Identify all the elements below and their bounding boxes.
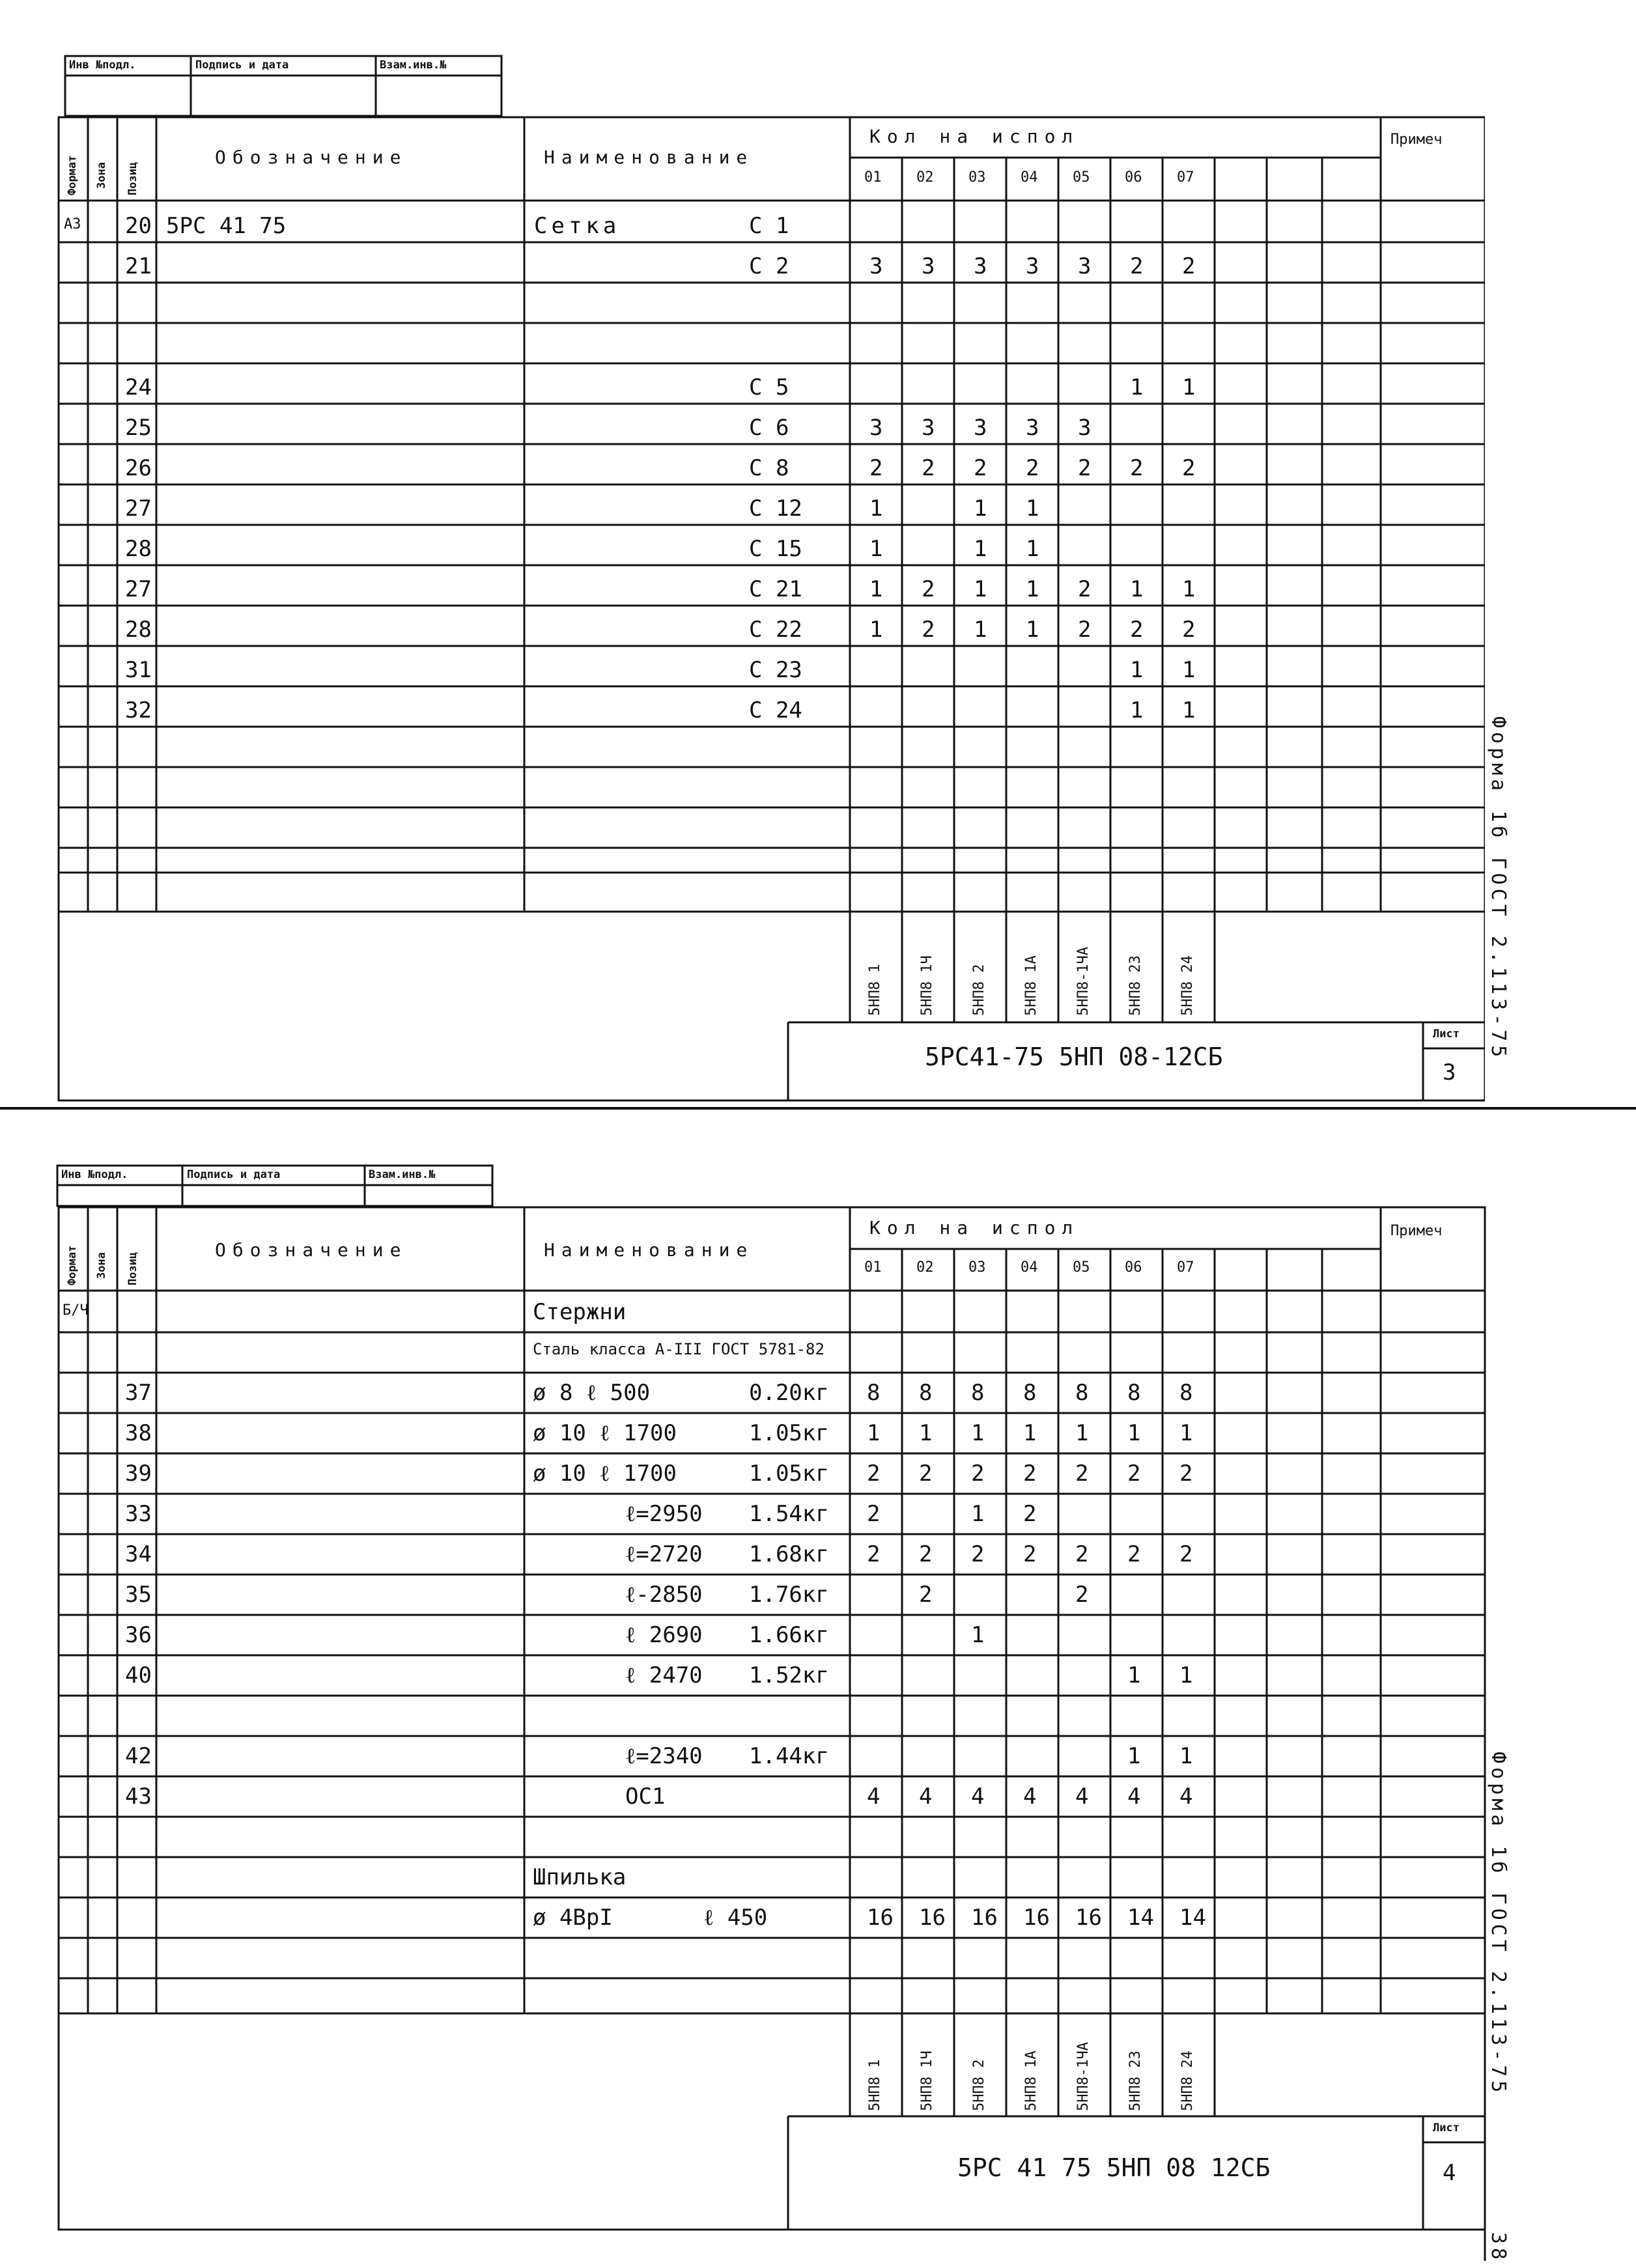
doc-id: 5РС 41 75 5НП 08 12СБ — [957, 2153, 1271, 2182]
execution-header: 02 — [916, 169, 934, 186]
execution-header: 07 — [1177, 169, 1194, 186]
row-qty: 2 — [1130, 253, 1144, 279]
stamp-signature-label: Подпись и дата — [187, 1168, 281, 1181]
execution-header: 05 — [1073, 169, 1090, 186]
row-position: 36 — [125, 1622, 152, 1648]
row-qty: 1 — [1182, 374, 1196, 400]
row-qty: 2 — [1075, 1541, 1089, 1567]
col-zone-header: Зона — [95, 162, 108, 189]
row-qty: 1 — [919, 1420, 933, 1446]
row-position: 21 — [125, 253, 152, 279]
row-qty: 2 — [1127, 1541, 1141, 1567]
row-qty: 1 — [974, 576, 987, 602]
stamp-inv-label: Инв №подл. — [69, 59, 136, 72]
row-qty: 3 — [1078, 415, 1092, 441]
execution-label: 5НП8 23 — [1127, 2051, 1144, 2111]
row-qty: 3 — [869, 253, 883, 279]
row-qty: 8 — [1023, 1380, 1037, 1406]
row-position: 35 — [125, 1582, 152, 1608]
form-label: Форма 1б ГОСТ 2.113-75 — [1487, 1752, 1510, 2097]
row-qty: 2 — [1078, 576, 1092, 602]
execution-label: 5НП8-1ЧА — [1075, 947, 1092, 1016]
row-spec: ℓ-2850 — [625, 1582, 703, 1608]
row-qty: 2 — [867, 1461, 881, 1487]
row-name: ø 10 ℓ 1700 — [533, 1420, 677, 1446]
row-position: 39 — [125, 1461, 152, 1487]
row-spec: ℓ 450 — [703, 1905, 768, 1931]
stamp-signature-label: Подпись и дата — [195, 59, 289, 72]
row-qty: 2 — [922, 455, 935, 481]
execution-header: 05 — [1073, 1259, 1090, 1276]
row-qty: 2 — [1023, 1541, 1037, 1567]
col-zone-header: Зона — [95, 1252, 108, 1279]
row-qty: 8 — [1179, 1380, 1193, 1406]
row-qty: 8 — [919, 1380, 933, 1406]
row-qty: 2 — [1127, 1461, 1141, 1487]
row-qty: 1 — [1179, 1743, 1193, 1769]
row-designation: 5РС 41 75 — [166, 213, 287, 239]
page-number: 38 — [1487, 2232, 1510, 2264]
row-qty: 1 — [1023, 1420, 1037, 1446]
row-qty: 1 — [1130, 374, 1144, 400]
row-position: 28 — [125, 617, 152, 643]
row-mass: 1.05кг — [749, 1420, 829, 1446]
row-sub: С 23 — [749, 657, 802, 683]
row-mass: 1.68кг — [749, 1541, 829, 1567]
row-qty: 2 — [1182, 455, 1196, 481]
row-position: 37 — [125, 1380, 152, 1406]
row-mass: 0.20кг — [749, 1380, 829, 1406]
header-designation: Обозначение — [215, 1239, 408, 1261]
col-pos-header: Позиц — [126, 161, 139, 195]
row-qty: 1 — [869, 536, 883, 562]
row-qty: 1 — [1130, 697, 1144, 723]
row-qty: 3 — [974, 253, 987, 279]
sheet-word: Лист — [1433, 1028, 1460, 1041]
execution-label: 5НП8 1 — [867, 2059, 883, 2111]
row-sub: С 1 — [749, 213, 789, 239]
row-position: 40 — [125, 1662, 152, 1688]
row-qty: 16 — [971, 1905, 998, 1931]
row-qty: 2 — [1182, 253, 1196, 279]
stamp-replace-label: Взам.инв.№ — [380, 59, 447, 72]
row-position: 24 — [125, 374, 152, 400]
row-qty: 16 — [867, 1905, 894, 1931]
row-qty: 4 — [1075, 1784, 1089, 1810]
row-qty: 2 — [919, 1461, 933, 1487]
spec-sheet-3 — [0, 0, 1636, 1107]
row-qty: 2 — [974, 455, 987, 481]
row-qty: 8 — [971, 1380, 985, 1406]
row-qty: 1 — [1026, 536, 1039, 562]
row-qty: 1 — [1026, 496, 1039, 522]
sheet2-grid — [0, 1146, 1517, 2266]
row-qty: 2 — [1023, 1461, 1037, 1487]
row-position: 25 — [125, 415, 152, 441]
row-position: 34 — [125, 1541, 152, 1567]
sheet-number: 4 — [1443, 2160, 1456, 2186]
row-spec: ℓ 2690 — [625, 1622, 703, 1648]
execution-header: 07 — [1177, 1259, 1194, 1276]
row-qty: 1 — [869, 496, 883, 522]
row-qty: 3 — [1026, 253, 1039, 279]
execution-header: 01 — [864, 1259, 882, 1276]
row-qty: 2 — [867, 1501, 881, 1527]
row-position: 42 — [125, 1743, 152, 1769]
execution-label: 5НП8 2 — [971, 2059, 987, 2111]
execution-label: 5НП8 1А — [1023, 2051, 1039, 2111]
row-qty: 4 — [919, 1784, 933, 1810]
row-sub: С 24 — [749, 697, 802, 723]
row-position: 27 — [125, 496, 152, 522]
row-qty: 2 — [919, 1582, 933, 1608]
row-qty: 3 — [869, 415, 883, 441]
row-sub: С 2 — [749, 253, 789, 279]
row-name: Стержни — [533, 1299, 627, 1325]
row-position: 32 — [125, 697, 152, 723]
row-qty: 1 — [1127, 1420, 1141, 1446]
row-spec: ℓ=2950 — [625, 1501, 703, 1527]
row-qty: 14 — [1179, 1905, 1206, 1931]
col-format-header: Формат — [66, 155, 79, 195]
row-qty: 1 — [974, 496, 987, 522]
row-position: 33 — [125, 1501, 152, 1527]
row-qty: 16 — [919, 1905, 946, 1931]
row-qty: 2 — [971, 1461, 985, 1487]
stamp-inv-label: Инв №подл. — [61, 1168, 128, 1181]
execution-header: 06 — [1125, 1259, 1142, 1276]
execution-label: 5НП8 2 — [971, 964, 987, 1016]
execution-label: 5НП8 24 — [1179, 2051, 1196, 2111]
row-qty: 3 — [1078, 253, 1092, 279]
row-qty: 1 — [1130, 576, 1144, 602]
row-name: Сетка — [534, 213, 621, 239]
row-name: Сталь класса А-III ГОСТ 5781-82 — [533, 1340, 825, 1358]
row-sub: С 12 — [749, 496, 802, 522]
row-format: А3 — [64, 216, 81, 232]
doc-id: 5РС41-75 5НП 08-12СБ — [925, 1043, 1223, 1071]
row-mass: 1.05кг — [749, 1461, 829, 1487]
row-sub: С 15 — [749, 536, 802, 562]
sheet-number: 3 — [1443, 1059, 1456, 1085]
row-qty: 2 — [971, 1541, 985, 1567]
row-qty: 1 — [1127, 1662, 1141, 1688]
row-qty: 1 — [1182, 657, 1196, 683]
row-qty: 1 — [971, 1420, 985, 1446]
row-qty: 14 — [1127, 1905, 1154, 1931]
row-name: ø 10 ℓ 1700 — [533, 1461, 677, 1487]
row-qty: 16 — [1023, 1905, 1050, 1931]
row-qty: 1 — [1130, 657, 1144, 683]
row-qty: 4 — [971, 1784, 985, 1810]
row-name: ø 4ВрI — [533, 1905, 613, 1931]
row-qty: 2 — [1182, 617, 1196, 643]
row-position: 28 — [125, 536, 152, 562]
row-sub: С 6 — [749, 415, 789, 441]
row-qty: 2 — [1130, 455, 1144, 481]
row-qty: 8 — [867, 1380, 881, 1406]
row-qty: 2 — [1130, 617, 1144, 643]
row-qty: 1 — [869, 576, 883, 602]
row-qty: 4 — [1023, 1784, 1037, 1810]
row-qty: 3 — [1026, 415, 1039, 441]
row-sub: С 22 — [749, 617, 802, 643]
row-qty: 1 — [974, 536, 987, 562]
row-qty: 4 — [867, 1784, 881, 1810]
page-separator — [0, 1107, 1636, 1110]
row-qty: 1 — [1075, 1420, 1089, 1446]
execution-header: 03 — [968, 1259, 986, 1276]
row-format: Б/Ч — [63, 1302, 89, 1319]
header-qty: Кол на испол — [869, 126, 1080, 147]
header-note: Примеч — [1390, 132, 1443, 148]
execution-header: 06 — [1125, 169, 1142, 186]
row-qty: 1 — [974, 617, 987, 643]
row-sub: С 21 — [749, 576, 802, 602]
row-qty: 1 — [971, 1622, 985, 1648]
row-mass: 1.76кг — [749, 1582, 829, 1608]
row-qty: 8 — [1127, 1380, 1141, 1406]
row-qty: 2 — [919, 1541, 933, 1567]
execution-header: 02 — [916, 1259, 934, 1276]
header-name: Наименование — [544, 147, 754, 168]
row-qty: 4 — [1179, 1784, 1193, 1810]
row-position: 38 — [125, 1420, 152, 1446]
row-qty: 1 — [867, 1420, 881, 1446]
row-position: 43 — [125, 1784, 152, 1810]
execution-header: 01 — [864, 169, 882, 186]
row-qty: 2 — [869, 455, 883, 481]
row-qty: 2 — [867, 1541, 881, 1567]
spec-sheet-4 — [0, 1146, 1636, 2266]
row-qty: 3 — [922, 415, 935, 441]
row-position: 27 — [125, 576, 152, 602]
row-qty: 1 — [1127, 1743, 1141, 1769]
form-label: Форма 1б ГОСТ 2.113-75 — [1487, 716, 1510, 1061]
execution-label: 5НП8 1Ч — [919, 955, 935, 1016]
row-qty: 1 — [1182, 697, 1196, 723]
row-qty: 3 — [974, 415, 987, 441]
sheet-word: Лист — [1433, 2121, 1460, 2135]
row-qty: 2 — [1179, 1541, 1193, 1567]
row-sub: С 5 — [749, 374, 789, 400]
header-name: Наименование — [544, 1239, 754, 1261]
row-qty: 16 — [1075, 1905, 1102, 1931]
row-position: 20 — [125, 213, 152, 239]
execution-label: 5НП8-1ЧА — [1075, 2042, 1092, 2111]
execution-label: 5НП8 1 — [867, 964, 883, 1016]
row-sub: С 8 — [749, 455, 789, 481]
header-note: Примеч — [1390, 1223, 1443, 1239]
row-mass: 1.54кг — [749, 1501, 829, 1527]
row-position: 31 — [125, 657, 152, 683]
row-qty: 2 — [1078, 455, 1092, 481]
row-mass: 1.44кг — [749, 1743, 829, 1769]
row-qty: 2 — [922, 576, 935, 602]
col-pos-header: Позиц — [126, 1252, 139, 1285]
row-position: 26 — [125, 455, 152, 481]
row-spec: ОС1 — [625, 1784, 666, 1810]
row-name: Шпилька — [533, 1864, 627, 1890]
row-qty: 1 — [1026, 617, 1039, 643]
header-designation: Обозначение — [215, 147, 408, 168]
row-qty: 2 — [1026, 455, 1039, 481]
row-spec: ℓ 2470 — [625, 1662, 703, 1688]
row-qty: 1 — [1179, 1662, 1193, 1688]
row-qty: 2 — [922, 617, 935, 643]
row-qty: 2 — [1075, 1582, 1089, 1608]
header-qty: Кол на испол — [869, 1217, 1080, 1239]
row-qty: 1 — [1179, 1420, 1193, 1446]
execution-label: 5НП8 24 — [1179, 955, 1196, 1016]
row-qty: 1 — [869, 617, 883, 643]
row-spec: ℓ=2720 — [625, 1541, 703, 1567]
execution-label: 5НП8 23 — [1127, 955, 1144, 1016]
row-qty: 2 — [1075, 1461, 1089, 1487]
execution-header: 04 — [1021, 169, 1038, 186]
row-qty: 2 — [1179, 1461, 1193, 1487]
row-mass: 1.52кг — [749, 1662, 829, 1688]
row-qty: 2 — [1023, 1501, 1037, 1527]
execution-header: 03 — [968, 169, 986, 186]
row-qty: 4 — [1127, 1784, 1141, 1810]
row-qty: 3 — [922, 253, 935, 279]
row-name: ø 8 ℓ 500 — [533, 1380, 651, 1406]
row-qty: 2 — [1078, 617, 1092, 643]
execution-label: 5НП8 1Ч — [919, 2051, 935, 2111]
row-qty: 1 — [1182, 576, 1196, 602]
row-qty: 1 — [1026, 576, 1039, 602]
row-qty: 8 — [1075, 1380, 1089, 1406]
execution-header: 04 — [1021, 1259, 1038, 1276]
row-spec: ℓ=2340 — [625, 1743, 703, 1769]
col-format-header: Формат — [66, 1245, 79, 1285]
execution-label: 5НП8 1А — [1023, 955, 1039, 1016]
stamp-replace-label: Взам.инв.№ — [369, 1168, 436, 1181]
row-mass: 1.66кг — [749, 1622, 829, 1648]
row-qty: 1 — [971, 1501, 985, 1527]
